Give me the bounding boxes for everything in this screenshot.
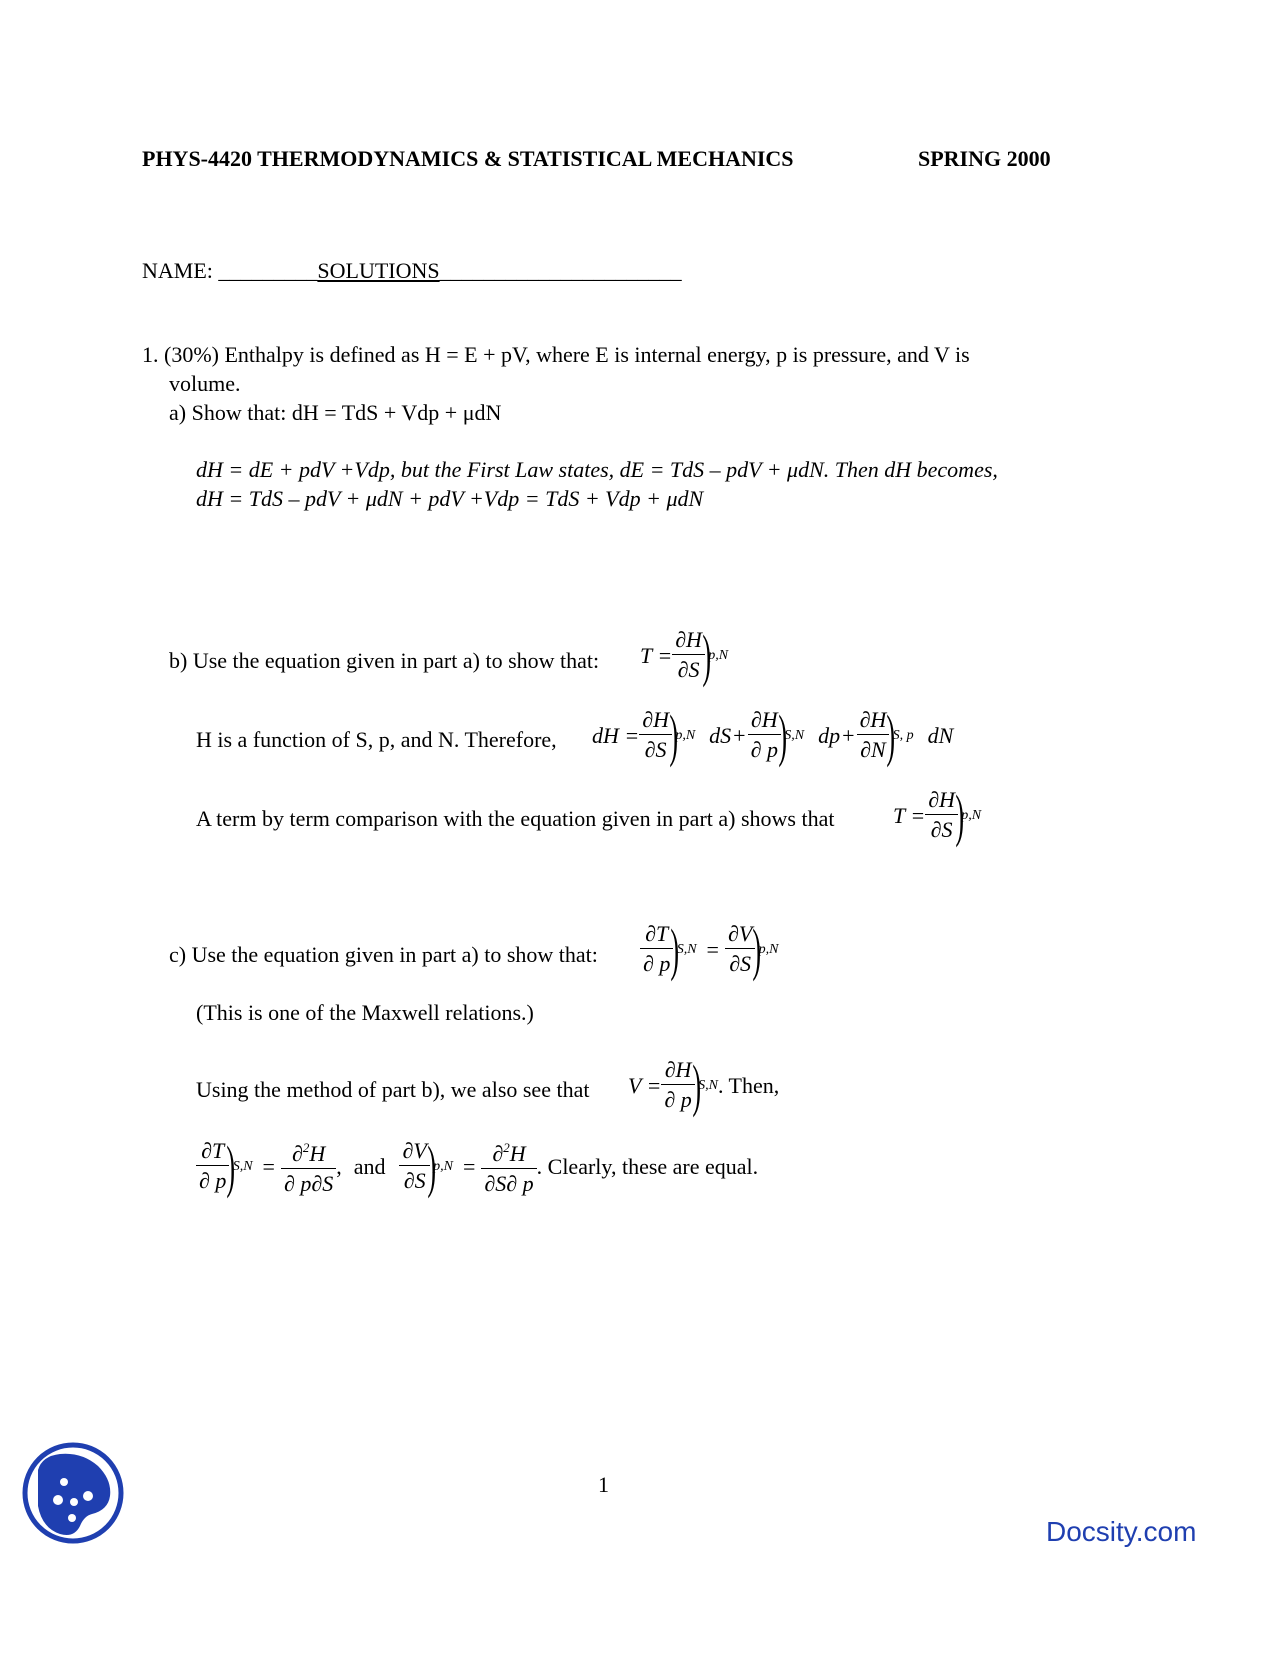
page-number: 1 [598, 1472, 609, 1497]
part-c-second-derivatives: $\frac{\partial T}{\partial p}$ ) S,N = $\frac{\partial^2H}{\partial p\partial S}$ , and $\frac{\partial V}{\partial S}$ ) p,N = $\frac{\partial^2H}{\partial S\partial p}$ . Clearly, these are equal. [196, 1134, 758, 1199]
part-b-solution-text: H is a function of S, p, and N. Therefore, [196, 727, 557, 752]
docsity-watermark[interactable]: Docsity.com [1046, 1516, 1197, 1547]
fraction: $\frac{\partial H}{\partial S}$ [672, 626, 705, 685]
term-label: SPRING 2000 [918, 146, 1051, 171]
part-c-method-text: Using the method of part b), we also see that [196, 1077, 590, 1102]
part-b-target-equation: T = $\frac{\partial H}{\partial S}$ ) p,N [640, 622, 729, 688]
name-line [142, 258, 682, 284]
part-b-prompt: b) Use the equation given in part a) to show that: [169, 648, 600, 673]
part-a-solution-line1: dH = dE + pdV +Vdp, but the First Law states, dE = TdS – pdV + μdN. Then dH becomes, [196, 457, 998, 482]
name-label: NAME: [142, 258, 213, 283]
part-c-note: (This is one of the Maxwell relations.) [196, 1000, 534, 1025]
q1-intro-line2: volume. [169, 371, 241, 396]
course-title: PHYS-4420 THERMODYNAMICS & STATISTICAL MECHANICS [142, 146, 794, 171]
name-value: SOLUTIONS [317, 258, 440, 283]
part-a-prompt: a) Show that: dH = TdS + Vdp + μdN [169, 400, 502, 425]
part-b-result-equation: T = $\frac{\partial H}{\partial S}$ ) p,N [893, 782, 982, 848]
part-a-solution-line2: dH = TdS – pdV + μdN + pdV +Vdp = TdS + Vdp + μdN [196, 486, 704, 511]
docsity-logo-icon [20, 1440, 126, 1546]
part-c-maxwell-relation: $\frac{\partial T}{\partial p}$ ) S,N = $\frac{\partial V}{\partial S}$ ) p,N [640, 920, 778, 979]
part-c-volume-equation: V = $\frac{\partial H}{\partial p}$ ) S,N . Then, [628, 1052, 780, 1118]
part-b-comparison-text: A term by term comparison with the equation given in part a) shows that [196, 806, 835, 831]
name-blank-before: _________ [218, 258, 318, 283]
part-c-prompt: c) Use the equation given in part a) to show that: [169, 942, 598, 967]
q1-intro-line1: 1. (30%) Enthalpy is defined as H = E + pV, where E is internal energy, p is pressure, and V is [142, 342, 970, 367]
name-blank-after: ______________________ [439, 258, 682, 283]
part-b-total-differential: dH = $\frac{\partial H}{\partial S}$ ) p,N dS + $\frac{\partial H}{\partial p}$ ) S,N dp + $\frac{\partial H}{\partial N}$ ) S, p dN [592, 702, 954, 768]
